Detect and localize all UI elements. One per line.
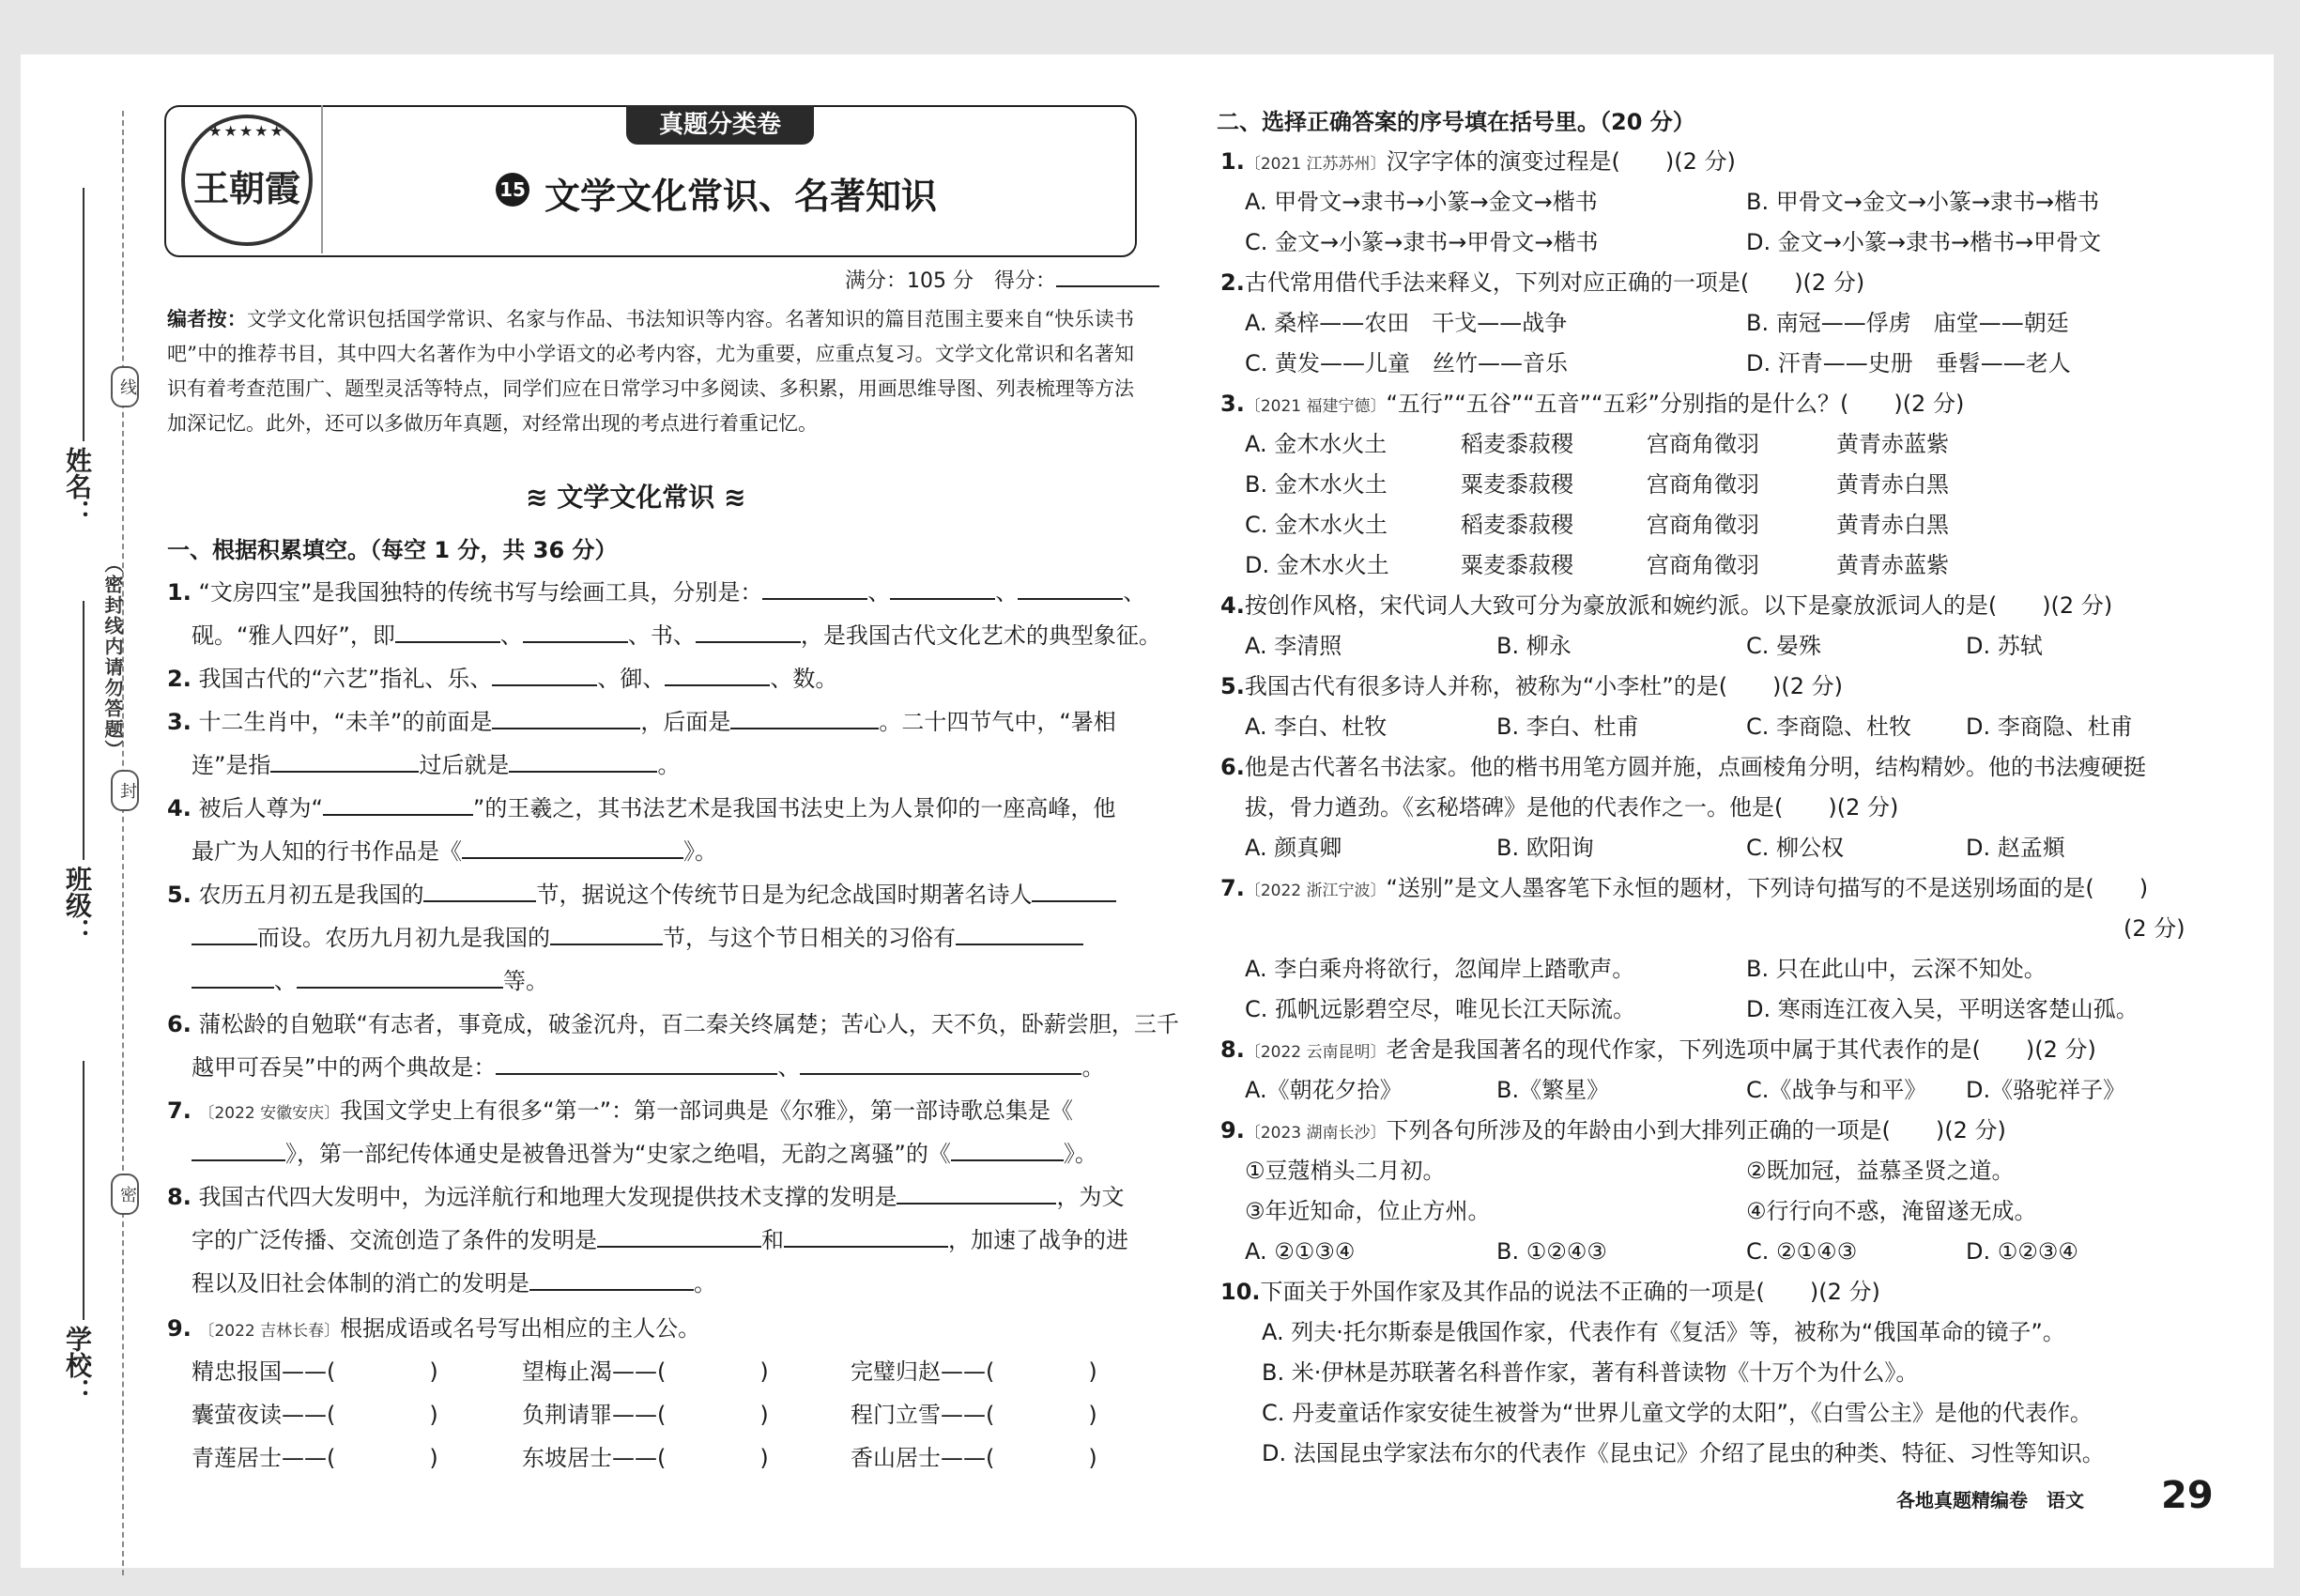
logo-text: 王朝霞 bbox=[192, 167, 300, 209]
choice-option: A. 桑梓——农田 干戈——战争 bbox=[1245, 310, 1568, 336]
choice-option: B. 柳永 bbox=[1496, 633, 1572, 659]
blank[interactable] bbox=[492, 703, 640, 729]
blank[interactable] bbox=[523, 617, 628, 643]
choice-option: 宫商角徵羽 bbox=[1647, 552, 1759, 578]
blank[interactable] bbox=[696, 617, 801, 643]
choice-option: C. ②①④③ bbox=[1746, 1238, 1858, 1265]
choice-option: A. 李白乘舟将欲行，忽闻岸上踏歌声。 bbox=[1245, 956, 1635, 982]
choice-option: A. ②①③④ bbox=[1245, 1238, 1356, 1265]
choice-option: C. 金文→小篆→隶书→甲骨文→楷书 bbox=[1245, 229, 1599, 255]
choice-option: A. 金木水火土 bbox=[1245, 431, 1388, 457]
idiom-answer-blank[interactable] bbox=[335, 1441, 429, 1466]
blank[interactable] bbox=[323, 790, 473, 816]
seal-mark-feng: 封 bbox=[111, 770, 139, 811]
q2: 2. 我国古代的“六艺”指礼、乐、 、御、 、数。 bbox=[167, 657, 837, 700]
logo-divider bbox=[321, 105, 323, 253]
editor-note bbox=[167, 302, 1134, 441]
q7-line2: 》，第一部纪传体通史是被鲁迅誉为“史家之绝唱，无韵之离骚”的《 》。 bbox=[192, 1132, 1097, 1175]
q8-line2: 字的广泛传播、交流创造了条件的发明是 和 ，加速了战争的进 bbox=[192, 1219, 1128, 1262]
q1-line1: 1. “文房四宝”是我国独特的传统书写与绘画工具，分别是： 、 、 、 bbox=[167, 571, 1145, 614]
idiom-answer-blank[interactable] bbox=[335, 1398, 429, 1422]
choice-option: C. 孤帆远影碧空尽，唯见长江天际流。 bbox=[1245, 996, 1636, 1022]
choice-question: 8.〔2022 云南昆明〕老舍是我国著名的现代作家，下列选项中属于其代表作的是( )(2 分) bbox=[1220, 1036, 2096, 1063]
section-heading: ≋ 文学文化常识 ≋ bbox=[526, 482, 746, 513]
choice-option: B.《繁星》 bbox=[1496, 1077, 1610, 1103]
q3-line1: 3. 十二生肖中，“未羊”的前面是 ，后面是 。二十四节气中，“暑相 bbox=[167, 700, 1116, 744]
part2-title: 二、选择正确答案的序号填在括号里。（20 分） bbox=[1217, 109, 1695, 135]
choice-option: C. 柳公权 bbox=[1746, 835, 1845, 861]
blank[interactable] bbox=[784, 1221, 948, 1248]
category-tag: 真题分类卷 bbox=[626, 105, 814, 145]
footer-text: 各地真题精编卷 语文 bbox=[1896, 1489, 2084, 1512]
choice-option: A. 李白、杜牧 bbox=[1245, 714, 1388, 740]
q5-line1: 5. 农历五月初五是我国的 节，据说这个传统节日是为纪念战国时期著名诗人 bbox=[167, 873, 1116, 916]
choice-option: 稻麦黍菽稷 bbox=[1461, 431, 1573, 457]
choice-question: 5.我国古代有很多诗人并称，被称为“小李杜”的是( )(2 分) bbox=[1220, 673, 1844, 699]
choice-option: D. 寒雨连江夜入吴，平明送客楚山孤。 bbox=[1746, 996, 2139, 1022]
blank[interactable] bbox=[529, 1265, 694, 1291]
idiom-item: 精忠报国——( ) bbox=[192, 1350, 438, 1393]
choice-question-cont: (2 分) bbox=[2124, 915, 2185, 942]
q4-line2: 最广为人知的行书作品是《 》。 bbox=[192, 830, 717, 873]
idiom-answer-blank[interactable] bbox=[994, 1441, 1088, 1466]
idiom-item: 东坡居士——( ) bbox=[522, 1436, 769, 1480]
choice-option: A. 列夫·托尔斯泰是俄国作家，代表作有《复活》等，被称为“俄国革命的镜子”。 bbox=[1262, 1319, 2065, 1345]
idiom-answer-blank[interactable] bbox=[666, 1355, 759, 1379]
choice-option: B. 米·伊林是苏联著名科普作家，著有科普读物《十万个为什么》。 bbox=[1262, 1359, 1919, 1386]
choice-option: B. 南冠——俘虏 庙堂——朝廷 bbox=[1746, 310, 2069, 336]
choice-question: 3.〔2021 福建宁德〕“五行”“五谷”“五音”“五彩”分别指的是什么？( )(2 分) bbox=[1220, 391, 1965, 417]
editor-note-text: 文学文化常识包括国学常识、名家与作品、书法知识等内容。名著知识的篇目范围主要来自“快乐读书吧”中的推荐书目，其中四大名著作为中小学语文的必考内容，尤为重要，应重点复习。文学文化常识和名著知识有着考查范围广、题型灵活等特点，同学们应在日常学习中多阅读、多积累，用画思维导图、列表梳理等方法加深记忆。此外，还可以多做历年真题，对经常出现的考点进行着重记忆。 bbox=[167, 308, 1135, 435]
seal-mark-xian: 线 bbox=[111, 366, 139, 407]
blank[interactable] bbox=[800, 1049, 1081, 1075]
choice-option: D. 苏轼 bbox=[1966, 633, 2043, 659]
blank[interactable] bbox=[890, 574, 995, 600]
page-number: 29 bbox=[2161, 1474, 2214, 1517]
q9: 9. 〔2022 吉林长春〕根据成语或名号写出相应的主人公。 bbox=[167, 1315, 701, 1342]
blank[interactable] bbox=[951, 1135, 1064, 1161]
class-field[interactable] bbox=[83, 601, 84, 860]
blank[interactable] bbox=[956, 919, 1083, 945]
choice-question: 9.〔2023 湖南长沙〕下列各句所涉及的年龄由小到大排列正确的一项是( )(2 分) bbox=[1220, 1117, 2006, 1143]
class-label: 班级： bbox=[62, 866, 93, 944]
q3-line2: 连”是指 过后就是 。 bbox=[192, 744, 680, 787]
choice-question: 10.下面关于外国作家及其作品的说法不正确的一项是( )(2 分) bbox=[1220, 1279, 1880, 1305]
choice-option: B. 甲骨文→金文→小篆→隶书→楷书 bbox=[1746, 189, 2100, 215]
choice-option: 粟麦黍菽稷 bbox=[1461, 552, 1573, 578]
choice-option: 黄青赤蓝紫 bbox=[1836, 431, 1949, 457]
blank[interactable] bbox=[550, 919, 663, 945]
blank[interactable] bbox=[1018, 574, 1123, 600]
blank[interactable] bbox=[897, 1178, 1056, 1205]
choice-option: 宫商角徵羽 bbox=[1647, 431, 1759, 457]
school-label: 学校： bbox=[62, 1326, 93, 1404]
choice-option: C. 金木水火土 bbox=[1245, 512, 1388, 538]
seal-note: （密封线内请勿答题） bbox=[101, 554, 124, 760]
editor-note-lead: 编者按： bbox=[167, 308, 247, 330]
choice-option: D. 李商隐、杜甫 bbox=[1966, 714, 2133, 740]
choice-option: D. 汗青——史册 垂髫——老人 bbox=[1746, 350, 2071, 376]
q8-line3: 程以及旧社会体制的消亡的发明是 。 bbox=[192, 1262, 716, 1305]
seal-line bbox=[122, 111, 124, 1575]
choice-option: 宫商角徵羽 bbox=[1647, 471, 1759, 498]
blank[interactable] bbox=[423, 876, 536, 902]
choice-option: A. 颜真卿 bbox=[1245, 835, 1342, 861]
brand-logo bbox=[181, 115, 313, 246]
q8-line1: 8. 我国古代四大发明中，为远洋航行和地理大发现提供技术支撑的发明是 ，为文 bbox=[167, 1175, 1124, 1219]
blank[interactable] bbox=[270, 746, 419, 773]
blank[interactable] bbox=[665, 660, 770, 686]
choice-option: C. 李商隐、杜牧 bbox=[1746, 714, 1912, 740]
choice-option: A.《朝花夕拾》 bbox=[1245, 1077, 1403, 1103]
idiom-item: 完璧归赵——( ) bbox=[851, 1350, 1097, 1393]
choice-option: B. ①②④③ bbox=[1496, 1238, 1607, 1265]
score-label: 满分：105 分 得分： bbox=[845, 269, 1056, 293]
blank[interactable] bbox=[192, 919, 257, 945]
choice-option: C. 丹麦童话作家安徒生被誉为“世界儿童文学的太阳”，《白雪公主》是他的代表作。 bbox=[1262, 1400, 2093, 1426]
choice-question: 2.古代常用借代手法来释义，下列对应正确的一项是( )(2 分) bbox=[1220, 269, 1865, 296]
blank[interactable] bbox=[297, 962, 503, 989]
name-label: 姓名： bbox=[62, 447, 93, 526]
idiom-answer-blank[interactable] bbox=[335, 1355, 429, 1379]
name-field[interactable] bbox=[83, 188, 84, 441]
q5-line2: 而设。农历九月初九是我国的 节，与这个节日相关的习俗有 bbox=[192, 916, 1083, 959]
choice-option: D.《骆驼祥子》 bbox=[1966, 1077, 2126, 1103]
page-title: 文学文化常识、名著知识 bbox=[544, 176, 938, 217]
blank[interactable] bbox=[496, 1049, 777, 1075]
choice-option: B. 欧阳询 bbox=[1496, 835, 1594, 861]
school-field[interactable] bbox=[83, 1061, 84, 1320]
quote-item: ②既加冠，益慕圣贤之道。 bbox=[1746, 1158, 2015, 1184]
choice-option: 黄青赤蓝紫 bbox=[1836, 552, 1949, 578]
blank[interactable] bbox=[192, 962, 274, 989]
blank[interactable] bbox=[395, 617, 500, 643]
choice-option: C. 黄发——儿童 丝竹——音乐 bbox=[1245, 350, 1569, 376]
choice-option: C. 晏殊 bbox=[1746, 633, 1822, 659]
idiom-answer-blank[interactable] bbox=[994, 1398, 1088, 1422]
idiom-item: 青莲居士——( ) bbox=[192, 1436, 438, 1480]
choice-option: B. 只在此山中，云深不知处。 bbox=[1746, 956, 2047, 982]
blank[interactable] bbox=[762, 574, 867, 600]
blank[interactable] bbox=[509, 746, 657, 773]
blank[interactable] bbox=[730, 703, 879, 729]
idiom-item: 囊萤夜读——( ) bbox=[192, 1393, 438, 1436]
blank[interactable] bbox=[192, 1135, 285, 1161]
choice-option: C.《战争与和平》 bbox=[1746, 1077, 1927, 1103]
choice-option: D. ①②③④ bbox=[1966, 1238, 2078, 1265]
part1-title: 一、根据积累填空。（每空 1 分，共 36 分） bbox=[167, 537, 618, 563]
blank[interactable] bbox=[1032, 876, 1116, 902]
choice-option: D. 金文→小篆→隶书→楷书→甲骨文 bbox=[1746, 229, 2102, 255]
choice-question-cont: 拔，骨力遒劲。《玄秘塔碑》是他的代表作之一。他是( )(2 分) bbox=[1245, 794, 1899, 821]
choice-option: 宫商角徵羽 bbox=[1647, 512, 1759, 538]
idiom-item: 香山居士——( ) bbox=[851, 1436, 1097, 1480]
choice-option: A. 李清照 bbox=[1245, 633, 1342, 659]
choice-option: B. 李白、杜甫 bbox=[1496, 714, 1639, 740]
q6-line1: 6. 蒲松龄的自勉联“有志者，事竟成，破釜沉舟，百二秦关终属楚；苦心人，天不负，卧薪尝胆，三千 bbox=[167, 1011, 1179, 1037]
choice-option: D. 赵孟頫 bbox=[1966, 835, 2065, 861]
score-blank[interactable] bbox=[1056, 285, 1159, 287]
choice-option: B. 金木水火土 bbox=[1245, 471, 1388, 498]
idiom-item: 望梅止渴——( ) bbox=[522, 1350, 769, 1393]
choice-question: 7.〔2022 浙江宁波〕“送别”是文人墨客笔下永恒的题材，下列诗句描写的不是送别场面的是( ) bbox=[1220, 875, 2149, 901]
score-line bbox=[845, 265, 1159, 294]
choice-option: 粟麦黍菽稷 bbox=[1461, 471, 1573, 498]
choice-question: 6.他是古代著名书法家。他的楷书用笔方圆并施，点画棱角分明，结构精妙。他的书法瘦硬挺 bbox=[1220, 754, 2146, 780]
idiom-answer-blank[interactable] bbox=[666, 1398, 759, 1422]
choice-option: 黄青赤白黑 bbox=[1836, 512, 1949, 538]
idiom-answer-blank[interactable] bbox=[994, 1355, 1088, 1379]
q7-line1: 7. 〔2022 安徽安庆〕我国文学史上有很多“第一”：第一部词典是《尔雅》，第一部诗歌总集是《 bbox=[167, 1097, 1074, 1124]
quote-item: ①豆蔻梢头二月初。 bbox=[1245, 1158, 1446, 1184]
choice-option: D. 金木水火土 bbox=[1245, 552, 1389, 578]
q4-line1: 4. 被后人尊为“ ”的王羲之，其书法艺术是我国书法史上为人景仰的一座高峰，他 bbox=[167, 787, 1115, 830]
choice-option: 稻麦黍菽稷 bbox=[1461, 512, 1573, 538]
choice-question: 4.按创作风格，宋代词人大致可分为豪放派和婉约派。以下是豪放派词人的是( )(2 分) bbox=[1220, 592, 2113, 619]
q1-line2: 砚。“雅人四好”，即 、 、书、 ，是我国古代文化艺术的典型象征。 bbox=[192, 614, 1161, 657]
blank[interactable] bbox=[462, 833, 683, 859]
choice-option: 黄青赤白黑 bbox=[1836, 471, 1949, 498]
quote-item: ④行行向不惑，淹留遂无成。 bbox=[1746, 1198, 2037, 1224]
logo-stars: ★★★★★ bbox=[208, 122, 285, 140]
choice-option: D. 法国昆虫学家法布尔的代表作《昆虫记》介绍了昆虫的种类、特征、习性等知识。 bbox=[1262, 1440, 2105, 1466]
quote-item: ③年近知命，位止方州。 bbox=[1245, 1198, 1491, 1224]
idiom-answer-blank[interactable] bbox=[666, 1441, 759, 1466]
q5-line3: 、 等。 bbox=[192, 959, 548, 1003]
seal-mark-mi: 密 bbox=[111, 1174, 139, 1215]
blank[interactable] bbox=[597, 1221, 761, 1248]
choice-option: A. 甲骨文→隶书→小篆→金文→楷书 bbox=[1245, 189, 1598, 215]
idiom-item: 负荆请罪——( ) bbox=[522, 1393, 769, 1436]
idiom-item: 程门立雪——( ) bbox=[851, 1393, 1097, 1436]
choice-question: 1.〔2021 江苏苏州〕汉字字体的演变过程是( )(2 分) bbox=[1220, 148, 1736, 175]
unit-number-badge: 15 bbox=[496, 173, 529, 207]
q6-line2: 越甲可吞吴”中的两个典故是： 、 。 bbox=[192, 1046, 1104, 1089]
blank[interactable] bbox=[492, 660, 597, 686]
title-row bbox=[496, 169, 1059, 216]
